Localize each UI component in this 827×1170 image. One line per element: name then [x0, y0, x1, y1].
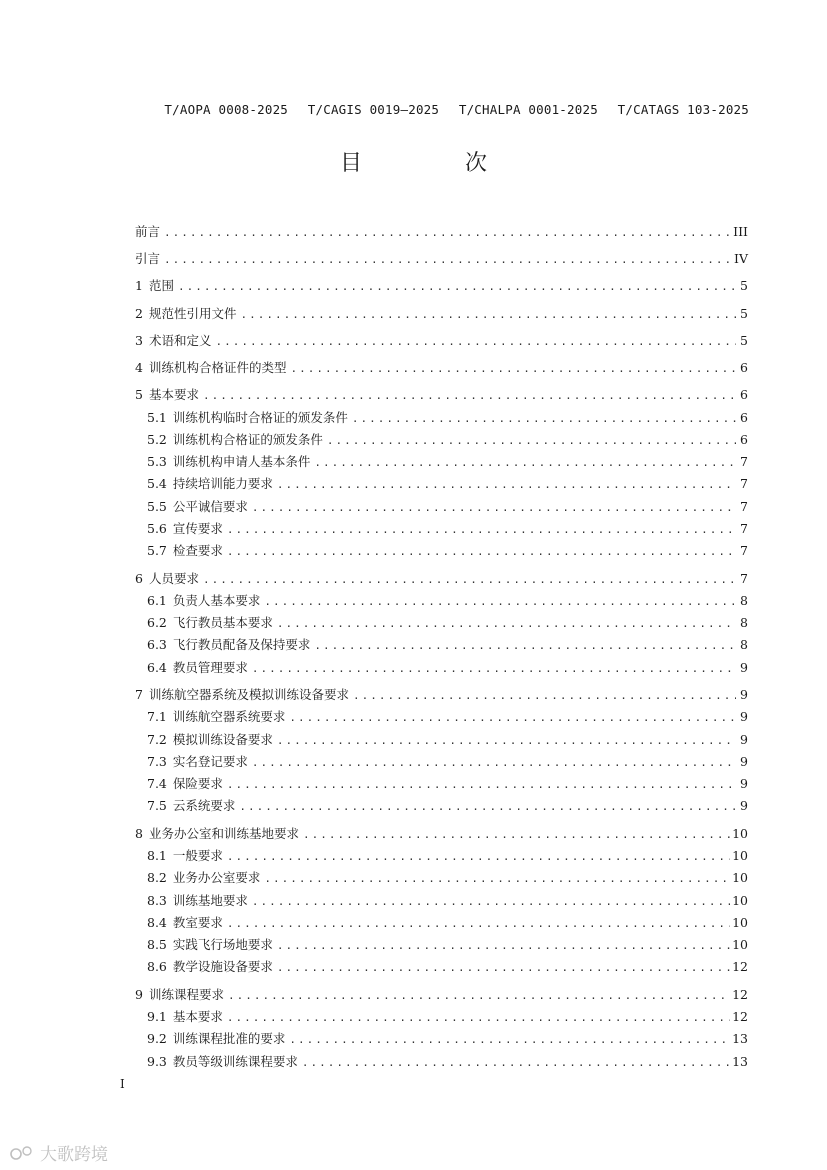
toc-subentry[interactable] [147, 774, 748, 792]
toc-entry-label: 训练基地要求 [172, 892, 248, 908]
toc-entry[interactable] [135, 222, 748, 240]
watermark-text: 大歌跨境 [40, 1145, 108, 1165]
toc-entry-label: 训练机构临时合格证的颁发条件 [172, 409, 348, 425]
toc-dot-leader [252, 756, 736, 769]
toc-subentry[interactable] [147, 408, 748, 426]
toc-subentry[interactable] [147, 474, 748, 492]
standard-code: T/CAGIS 0019—2025 [307, 102, 440, 117]
toc-entry-label: 训练航空器系统要求 [172, 709, 286, 725]
toc-dot-leader [289, 711, 736, 724]
toc-entry-page: 12 [732, 959, 748, 975]
toc-dot-leader [314, 456, 736, 469]
toc-entry-number: 8.6 [147, 959, 167, 975]
standard-code: T/CHALPA 0001-2025 [458, 102, 598, 117]
toc-entry-label: 教室要求 [172, 914, 223, 930]
toc-entry-number: 5.7 [147, 543, 167, 559]
toc-entry-number: 5.1 [147, 409, 167, 425]
toc-entry-number: 5.2 [147, 431, 167, 447]
toc-entry-number: 8.1 [147, 847, 167, 863]
toc-subentry[interactable] [147, 613, 748, 631]
toc-dot-leader [277, 939, 730, 952]
toc-entry-label: 训练课程批准的要求 [172, 1031, 286, 1047]
toc-subentry[interactable] [147, 1029, 748, 1047]
page-number: I [120, 1077, 125, 1091]
toc-entry-number: 9.1 [147, 1008, 167, 1024]
toc-entry-page: III [733, 224, 748, 239]
toc-dot-leader [239, 800, 736, 813]
toc-entry-label: 公平诚信要求 [172, 498, 248, 514]
toc-entry[interactable] [135, 249, 748, 267]
toc-entry-label: 规范性引用文件 [148, 305, 237, 321]
toc-dot-leader [252, 501, 736, 514]
toc-dot-leader [252, 895, 730, 908]
toc-entry-page: 10 [732, 937, 748, 953]
toc-entry-number: 7.4 [147, 776, 167, 792]
toc-subentry[interactable] [147, 707, 748, 725]
toc-subentry[interactable] [147, 730, 748, 748]
toc-dot-leader [352, 412, 736, 425]
toc-subentry[interactable] [147, 591, 748, 609]
toc-entry-label: 范围 [148, 278, 174, 294]
toc-entry-number: 5.4 [147, 476, 167, 492]
toc-dot-leader [264, 595, 736, 608]
toc-subentry[interactable] [147, 658, 748, 676]
toc-entry-number: 8.3 [147, 892, 167, 908]
toc-entry-number: 6.1 [147, 592, 167, 608]
toc-entry-number: 5.6 [147, 521, 167, 536]
toc-entry-number: 8.5 [147, 937, 167, 953]
toc-subentry[interactable] [147, 1052, 748, 1070]
toc-subentry[interactable] [147, 752, 748, 770]
toc-entry-number: 2 [135, 305, 143, 321]
toc-dot-leader [240, 308, 736, 321]
toc-entry[interactable] [135, 304, 748, 322]
toc-entry-page: 9 [740, 798, 748, 814]
toc-entry-number: 5.3 [147, 454, 167, 470]
toc-entry-page: 13 [732, 1053, 748, 1069]
toc-entry-page: 8 [740, 592, 748, 608]
toc-entry-page: 13 [732, 1031, 748, 1047]
toc-entry-page: 7 [740, 476, 748, 492]
toc-dot-leader [277, 961, 730, 974]
toc-entry-page: 8 [740, 615, 748, 631]
toc-entry-label: 引言 [135, 251, 161, 267]
toc-entry-page: 12 [732, 986, 748, 1002]
toc-entry-label: 实名登记要求 [172, 753, 248, 769]
toc-dot-leader [228, 989, 730, 1002]
toc-dot-leader [289, 1033, 730, 1046]
toc-entry-label: 飞行教员基本要求 [172, 615, 273, 631]
toc-subentry[interactable] [147, 635, 748, 653]
toc-entry-label: 训练机构申请人基本条件 [172, 454, 311, 470]
toc-entry-number: 3 [135, 332, 143, 348]
toc-entry[interactable] [135, 569, 748, 587]
toc-entry-label: 教学设施设备要求 [172, 959, 273, 975]
toc-dot-leader [264, 872, 730, 885]
toc-entry-number: 8.2 [147, 870, 167, 886]
toc-dot-leader [302, 1056, 730, 1069]
toc-entry-page: 9 [740, 731, 748, 747]
toc-dot-leader [290, 362, 736, 375]
toc-entry-number: 9 [135, 986, 143, 1002]
toc-entry-label: 教员等级训练课程要求 [172, 1053, 298, 1069]
toc-subentry[interactable] [147, 846, 748, 864]
toc-subentry[interactable] [147, 430, 748, 448]
standard-codes-header [152, 102, 749, 117]
toc-dot-leader [227, 1011, 730, 1024]
toc-entry-number: 6.2 [147, 615, 167, 631]
toc-dot-leader [227, 545, 736, 558]
toc-subentry[interactable] [147, 935, 748, 953]
toc-entry-number: 6.3 [147, 637, 167, 653]
toc-entry-page: 7 [740, 498, 748, 514]
toc-entry-number: 7.3 [147, 753, 167, 769]
toc-subentry[interactable] [147, 519, 748, 537]
toc-dot-leader [164, 253, 732, 266]
toc-entry-label: 宣传要求 [172, 521, 223, 536]
toc-entry-page: 7 [740, 454, 748, 470]
toc-entry-page: 7 [740, 521, 748, 536]
toc-subentry[interactable] [147, 868, 748, 886]
toc-dot-leader [227, 778, 736, 791]
toc-entry-label: 检查要求 [172, 543, 223, 559]
toc-entry[interactable] [135, 358, 748, 376]
toc-subentry[interactable] [147, 913, 748, 931]
toc-entry-number: 7.2 [147, 731, 167, 747]
standard-code: T/CATAGS 103-2025 [617, 102, 749, 117]
toc-dot-leader [252, 662, 736, 675]
toc-entry-page: 5 [740, 305, 748, 321]
toc-dot-leader [227, 917, 730, 930]
toc-entry-number: 8 [135, 825, 143, 841]
toc-entry-page: 7 [740, 543, 748, 559]
toc-entry[interactable] [135, 331, 748, 349]
toc-entry-page: 9 [740, 776, 748, 792]
toc-entry-label: 教员管理要求 [172, 659, 248, 675]
toc-entry-label: 前言 [135, 224, 161, 239]
toc-entry-number: 7.5 [147, 798, 167, 814]
toc-entry-number: 8.4 [147, 914, 167, 930]
page-title: 目 次 [340, 151, 535, 176]
toc-entry-page: 10 [732, 914, 748, 930]
toc-dot-leader [164, 226, 731, 239]
toc-subentry[interactable] [147, 1007, 748, 1025]
toc-entry-label: 业务办公室和训练基地要求 [148, 825, 299, 841]
toc-entry-page: 6 [740, 431, 748, 447]
toc-entry-label: 持续培训能力要求 [172, 476, 273, 492]
toc-subentry[interactable] [147, 541, 748, 559]
toc-entry[interactable] [135, 685, 748, 703]
toc-subentry[interactable] [147, 891, 748, 909]
toc-entry-page: 6 [740, 409, 748, 425]
toc-entry-number: 5.5 [147, 498, 167, 514]
toc-dot-leader [327, 434, 736, 447]
toc-entry-page: 9 [740, 659, 748, 675]
toc-subentry[interactable] [147, 497, 748, 515]
toc-entry-page: 6 [740, 387, 748, 403]
toc-entry-label: 基本要求 [172, 1008, 223, 1024]
standard-code: T/AOPA 0008-2025 [164, 102, 289, 117]
toc-entry-number: 1 [135, 278, 143, 294]
toc-dot-leader [227, 523, 736, 536]
toc-entry-number: 7 [135, 686, 143, 702]
toc-entry-page: 10 [732, 870, 748, 886]
toc-dot-leader [203, 573, 736, 586]
toc-entry-label: 基本要求 [148, 387, 199, 403]
toc-entry-label: 负责人基本要求 [172, 592, 261, 608]
toc-entry-page: 8 [740, 637, 748, 653]
toc-entry-page: 5 [740, 332, 748, 348]
toc-dot-leader [203, 389, 736, 402]
toc-entry-page: 10 [732, 847, 748, 863]
toc-subentry[interactable] [147, 796, 748, 814]
toc-entry-label: 训练机构合格证的颁发条件 [172, 431, 323, 447]
toc-entry-number: 6.4 [147, 659, 167, 675]
toc-entry-page: 6 [740, 360, 748, 375]
toc-entry-number: 4 [135, 360, 143, 375]
toc-entry[interactable] [135, 385, 748, 403]
toc-dot-leader [353, 689, 736, 702]
toc-entry-number: 9.2 [147, 1031, 167, 1047]
toc-entry-label: 模拟训练设备要求 [172, 731, 273, 747]
toc-entry-label: 术语和定义 [148, 332, 212, 348]
toc-entry-number: 5 [135, 387, 143, 403]
toc-dot-leader [227, 850, 730, 863]
toc-dot-leader [303, 828, 730, 841]
toc-entry-label: 业务办公室要求 [172, 870, 261, 886]
toc-entry-label: 训练航空器系统及模拟训练设备要求 [148, 686, 349, 702]
toc-entry-label: 训练机构合格证件的类型 [148, 360, 287, 375]
toc-entry-number: 6 [135, 570, 143, 586]
toc-dot-leader [277, 617, 736, 630]
toc-entry-label: 一般要求 [172, 847, 223, 863]
toc-entry[interactable] [135, 276, 748, 294]
toc-entry-label: 保险要求 [172, 776, 223, 792]
toc-entry-page: IV [734, 251, 748, 267]
toc-entry-number: 9.3 [147, 1053, 167, 1069]
toc-entry-label: 飞行教员配备及保持要求 [172, 637, 311, 653]
toc-dot-leader [314, 639, 736, 652]
toc-entry-page: 9 [740, 709, 748, 725]
toc-entry-label: 人员要求 [148, 570, 199, 586]
toc-entry-page: 12 [732, 1008, 748, 1024]
toc-dot-leader [215, 335, 736, 348]
toc-entry-page: 10 [732, 825, 748, 841]
toc-entry-label: 云系统要求 [172, 798, 236, 814]
toc-entry-label: 训练课程要求 [148, 986, 224, 1002]
toc-entry-page: 10 [732, 892, 748, 908]
toc-dot-leader [277, 734, 736, 747]
toc-entry-page: 5 [740, 278, 748, 294]
toc-entry-label: 实践飞行场地要求 [172, 937, 273, 953]
watermark [10, 1140, 108, 1165]
toc-entry-number: 7.1 [147, 709, 167, 725]
toc-entry[interactable] [135, 824, 748, 842]
toc-dot-leader [277, 478, 736, 491]
toc-entry[interactable] [135, 985, 748, 1003]
toc-subentry[interactable] [147, 957, 748, 975]
toc-entry-page: 9 [740, 753, 748, 769]
watermark-logo-icon [10, 1145, 36, 1161]
toc-entry-page: 7 [740, 570, 748, 586]
toc-dot-leader [178, 280, 736, 293]
toc-subentry[interactable] [147, 452, 748, 470]
toc-entry-page: 9 [740, 686, 748, 702]
